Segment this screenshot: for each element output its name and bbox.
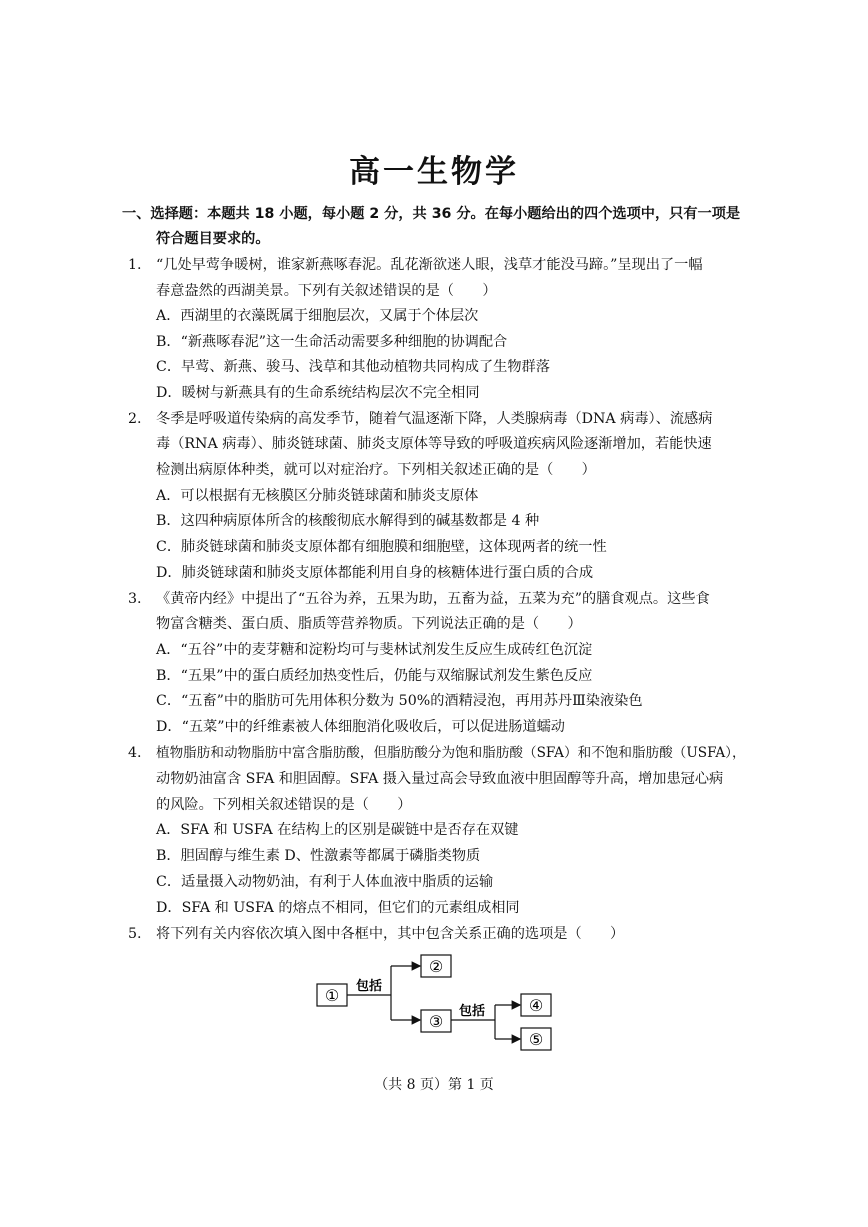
section-heading-line2: 符合题目要求的。: [156, 231, 270, 247]
question-5-stem-line1: 将下列有关内容依次填入图中各框中，其中包含关系正确的选项是（ ）: [156, 926, 625, 942]
question-3-stem-line2: 物富含糖类、蛋白质、脂质等营养物质。下列说法正确的是（ ）: [156, 616, 582, 632]
diagram-box-4-label: ④: [528, 996, 544, 1015]
page-footer: （共 8 页）第 1 页: [374, 1077, 494, 1093]
question-4-stem-line3: 的风险。下列相关叙述错误的是（ ）: [156, 797, 412, 813]
question-2-option-c: C．肺炎链球菌和肺炎支原体都有细胞膜和细胞壁，这体现两者的统一性: [156, 539, 607, 555]
diagram-box-1-label: ①: [324, 986, 340, 1005]
question-2-stem-line3: 检测出病原体种类，就可以对症治疗。下列相关叙述正确的是（ ）: [156, 462, 596, 478]
question-1-number: 1.: [128, 257, 142, 273]
question-3-option-b: B．“五果”中的蛋白质经加热变性后，仍能与双缩脲试剂发生紫色反应: [156, 668, 593, 684]
question-4-option-b: B．胆固醇与维生素 D、性激素等都属于磷脂类物质: [156, 848, 481, 864]
question-4-option-d: D．SFA 和 USFA 的熔点不相同，但它们的元素组成相同: [156, 900, 520, 916]
section-heading-line1: 一、选择题：本题共 18 小题，每小题 2 分，共 36 分。在每小题给出的四个选项中，只有一项是: [122, 206, 741, 222]
question-3-stem-line1: 《黄帝内经》中提出了“五谷为养，五果为助，五畜为益，五菜为充”的膳食观点。这些食: [156, 591, 710, 607]
diagram-box-3-label: ③: [428, 1012, 444, 1031]
question-2-option-a: A．可以根据有无核膜区分肺炎链球菌和肺炎支原体: [156, 488, 479, 504]
diagram-box-2-label: ②: [428, 957, 444, 976]
diagram-label-1: 包括: [355, 979, 383, 994]
question-1-option-b: B．“新燕啄春泥”这一生命活动需要多种细胞的协调配合: [156, 334, 508, 350]
question-3-option-c: C．“五畜”中的脂肪可先用体积分数为 50%的酒精浸泡，再用苏丹Ⅲ染液染色: [156, 693, 643, 709]
question-3-option-d: D．“五菜”中的纤维素被人体细胞消化吸收后，可以促进肠道蠕动: [156, 719, 565, 735]
question-4-stem-line2: 动物奶油富含 SFA 和胆固醇。SFA 摄入量过高会导致血液中胆固醇等升高，增加患冠心病: [156, 771, 724, 787]
question-1-option-d: D．暖树与新燕具有的生命系统结构层次不完全相同: [156, 385, 480, 401]
question-3-number: 3.: [128, 591, 142, 607]
inclusion-diagram: [300, 950, 570, 1060]
question-2-option-d: D．肺炎链球菌和肺炎支原体都能利用自身的核糖体进行蛋白质的合成: [156, 565, 594, 581]
question-1-stem-line1: “几处早莺争暖树，谁家新燕啄春泥。乱花渐欲迷人眼，浅草才能没马蹄。”呈现出了一幅: [156, 257, 703, 273]
question-4-option-c: C．适量摄入动物奶油，有利于人体血液中脂质的运输: [156, 874, 494, 890]
diagram-box-5-label: ⑤: [528, 1030, 544, 1049]
question-2-stem-line1: 冬季是呼吸道传染病的高发季节，随着气温逐渐下降，人类腺病毒（DNA 病毒）、流感病: [156, 411, 713, 427]
question-4-number: 4.: [128, 745, 142, 761]
question-1-option-c: C．早莺、新燕、骏马、浅草和其他动植物共同构成了生物群落: [156, 359, 550, 375]
question-1-option-a: A．西湖里的衣藻既属于细胞层次，又属于个体层次: [156, 308, 479, 324]
question-3-option-a: A．“五谷”中的麦芽糖和淀粉均可与斐林试剂发生反应生成砖红色沉淀: [156, 642, 593, 658]
question-4-option-a: A．SFA 和 USFA 在结构上的区别是碳链中是否存在双键: [156, 822, 519, 838]
question-2-number: 2.: [128, 411, 142, 427]
page-title: 高一生物学: [349, 154, 519, 190]
question-2-stem-line2: 毒（RNA 病毒）、肺炎链球菌、肺炎支原体等导致的呼吸道疾病风险逐渐增加，若能快速: [156, 436, 712, 452]
question-5-number: 5.: [128, 926, 142, 942]
question-2-option-b: B．这四种病原体所含的核酸彻底水解得到的碱基数都是 4 种: [156, 513, 540, 529]
question-1-stem-line2: 春意盎然的西湖美景。下列有关叙述错误的是（ ）: [156, 283, 497, 299]
diagram-label-2: 包括: [458, 1004, 486, 1019]
question-4-stem-line1: 植物脂肪和动物脂肪中富含脂肪酸，但脂肪酸分为饱和脂肪酸（SFA）和不饱和脂肪酸（USFA），: [156, 745, 746, 761]
